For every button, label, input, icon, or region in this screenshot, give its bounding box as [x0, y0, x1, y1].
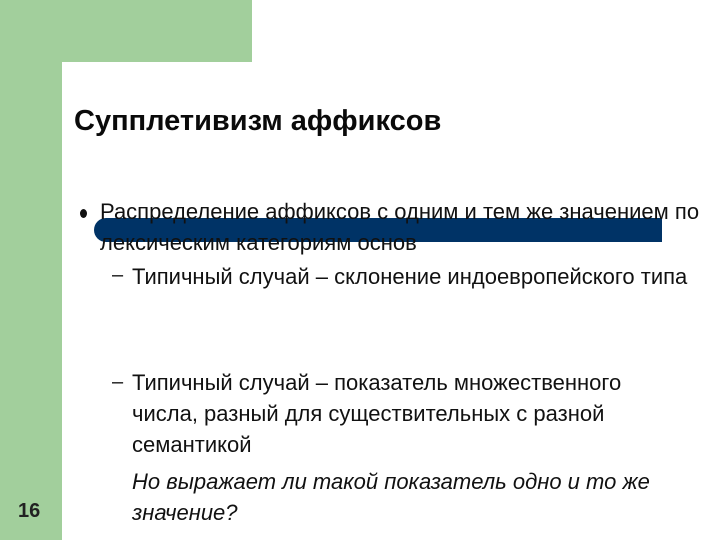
bullet-text: Распределение аффиксов с одним и тем же значением по лексическим категориям основ	[100, 199, 700, 255]
bullet-dot-icon	[80, 209, 87, 218]
dash-marker-icon: –	[112, 371, 124, 393]
subitem-text: Типичный случай – склонение индоевропейского типа	[132, 264, 688, 289]
subitem-text: Типичный случай – показатель множественного числа, разный для существительных с разной семантикой	[132, 370, 622, 457]
green-header-band	[0, 0, 252, 62]
slide-title: Супплетивизм аффиксов	[74, 105, 442, 137]
page-number: 16	[18, 500, 41, 522]
dash-marker-icon: –	[112, 264, 124, 286]
question-text: Но выражает ли такой показатель одно и то же значение?	[132, 469, 650, 525]
green-sidebar	[0, 0, 62, 540]
